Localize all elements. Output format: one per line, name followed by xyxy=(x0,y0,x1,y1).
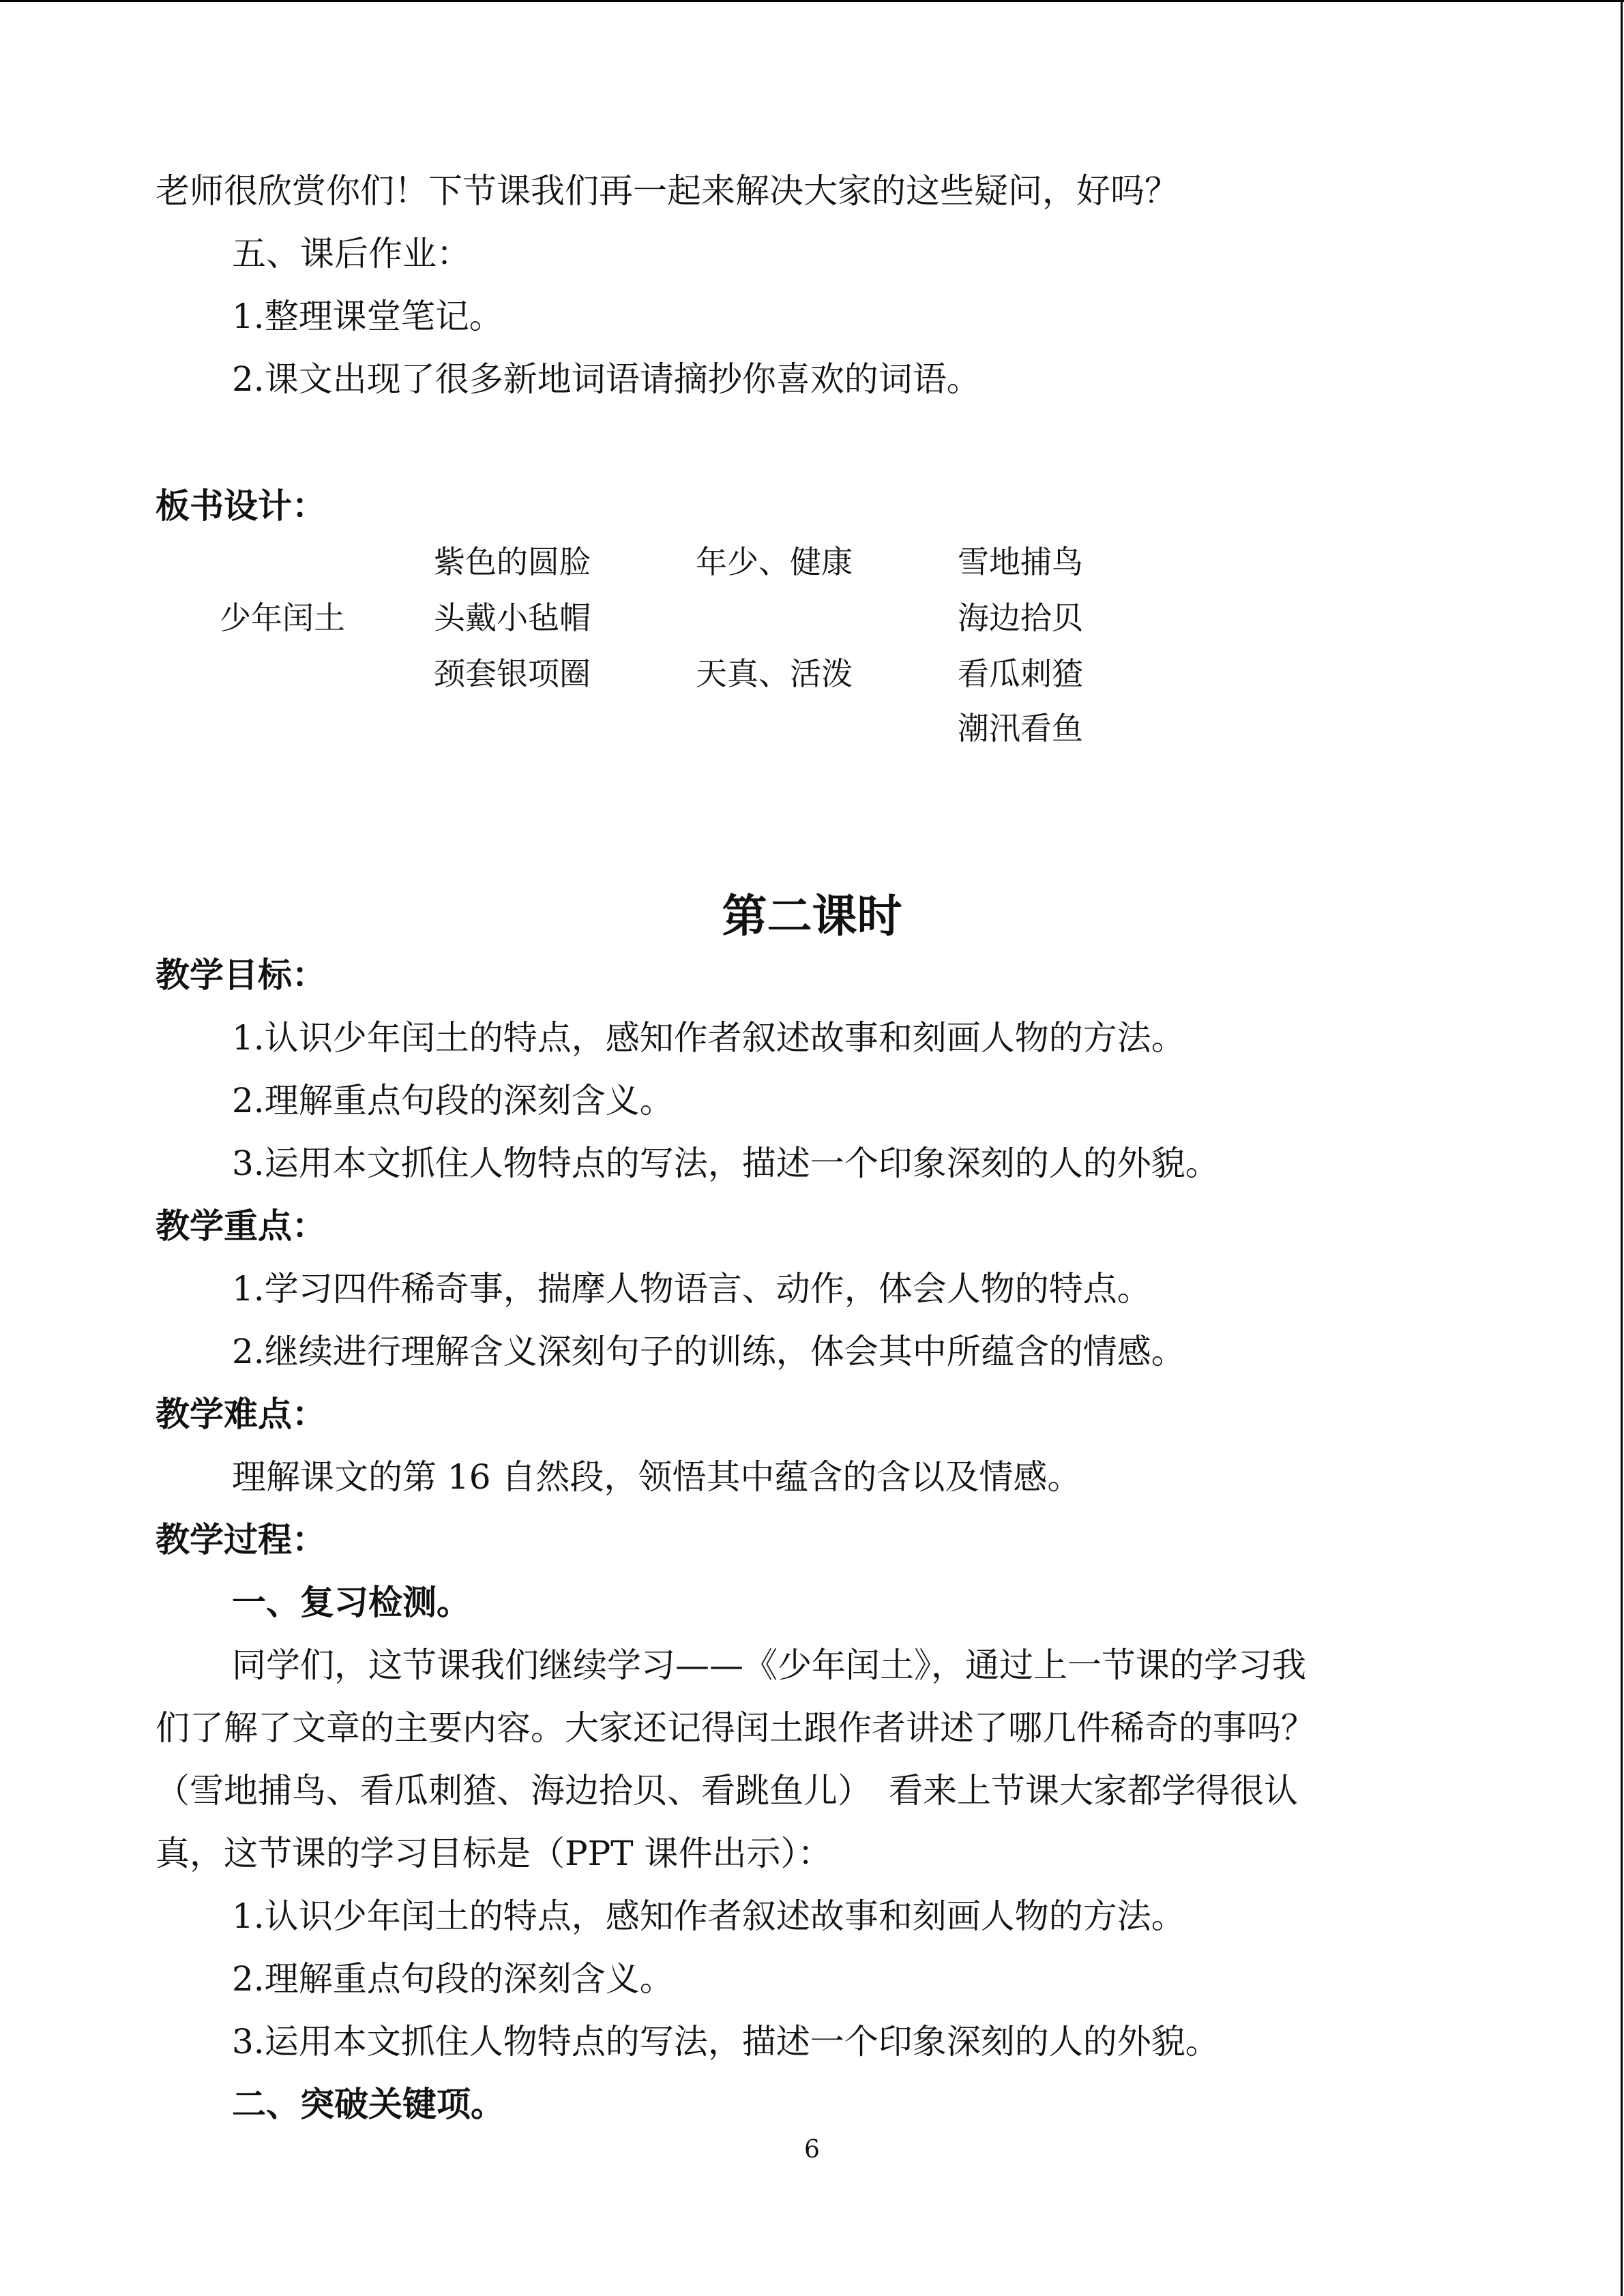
goal-repeat-item: 1.认识少年闰土的特点，感知作者叙述故事和刻画人物的方法。 xyxy=(232,1896,1185,1936)
board-col1-item: 紫色的圆脸 xyxy=(434,543,591,580)
goal-item: 2.理解重点句段的深刻含义。 xyxy=(232,1081,674,1120)
step-1-heading: 一、复习检测。 xyxy=(232,1583,471,1622)
goal-item: 3.运用本文抓住人物特点的写法，描述一个印象深刻的人的外貌。 xyxy=(232,1144,1220,1183)
board-heading: 板书设计： xyxy=(156,486,326,526)
homework-item-1: 1.整理课堂笔记。 xyxy=(232,297,503,336)
board-col2-item: 年少、健康 xyxy=(696,543,853,580)
board-col1-item: 颈套银项圈 xyxy=(434,655,591,692)
goal-repeat-item: 2.理解重点句段的深刻含义。 xyxy=(232,1959,674,1999)
key-item: 1.学习四件稀奇事，揣摩人物语言、动作，体会人物的特点。 xyxy=(232,1269,1151,1309)
lesson-title: 第二课时 xyxy=(722,890,902,942)
paragraph-line: 同学们，这节课我们继续学习——《少年闰土》，通过上一节课的学习我 xyxy=(232,1645,1306,1685)
board-col3-item: 潮汛看鱼 xyxy=(958,710,1083,747)
goals-heading: 教学目标： xyxy=(156,955,326,995)
process-heading: 教学过程： xyxy=(156,1520,326,1560)
difficulty-text: 理解课文的第 16 自然段，领悟其中蕴含的含以及情感。 xyxy=(232,1457,1082,1497)
board-col3-item: 雪地捕鸟 xyxy=(958,543,1083,580)
difficulty-heading: 教学难点： xyxy=(156,1395,326,1434)
step-2-heading: 二、突破关键项。 xyxy=(232,2085,505,2124)
board-col2-item: 天真、活泼 xyxy=(696,655,853,692)
board-col3-item: 海边拾贝 xyxy=(958,599,1083,636)
homework-heading: 五、课后作业： xyxy=(232,234,471,273)
board-center-label: 少年闰土 xyxy=(220,599,345,636)
homework-item-2: 2.课文出现了很多新地词语请摘抄你喜欢的词语。 xyxy=(232,359,981,399)
goal-repeat-item: 3.运用本文抓住人物特点的写法，描述一个印象深刻的人的外貌。 xyxy=(232,2022,1220,2061)
paragraph-line: 真，这节课的学习目标是（PPT 课件出示）： xyxy=(156,1834,832,1873)
key-heading: 教学重点： xyxy=(156,1206,326,1246)
closing-line: 老师很欣赏你们！下节课我们再一起来解决大家的这些疑问，好吗？ xyxy=(156,171,1179,211)
page-number: 6 xyxy=(804,2136,820,2164)
key-item: 2.继续进行理解含义深刻句子的训练，体会其中所蕴含的情感。 xyxy=(232,1332,1185,1371)
page-right-border xyxy=(1621,0,1623,2296)
board-col3-item: 看瓜刺猹 xyxy=(958,655,1083,692)
page-top-border xyxy=(0,0,1624,2)
goal-item: 1.认识少年闰土的特点，感知作者叙述故事和刻画人物的方法。 xyxy=(232,1018,1185,1058)
paragraph-line: （雪地捕鸟、看瓜刺猹、海边拾贝、看跳鱼儿） 看来上节课大家都学得很认 xyxy=(156,1771,1298,1810)
board-col1-item: 头戴小毡帽 xyxy=(434,599,591,636)
paragraph-line: 们了解了文章的主要内容。大家还记得闰土跟作者讲述了哪几件稀奇的事吗？ xyxy=(156,1708,1315,1748)
